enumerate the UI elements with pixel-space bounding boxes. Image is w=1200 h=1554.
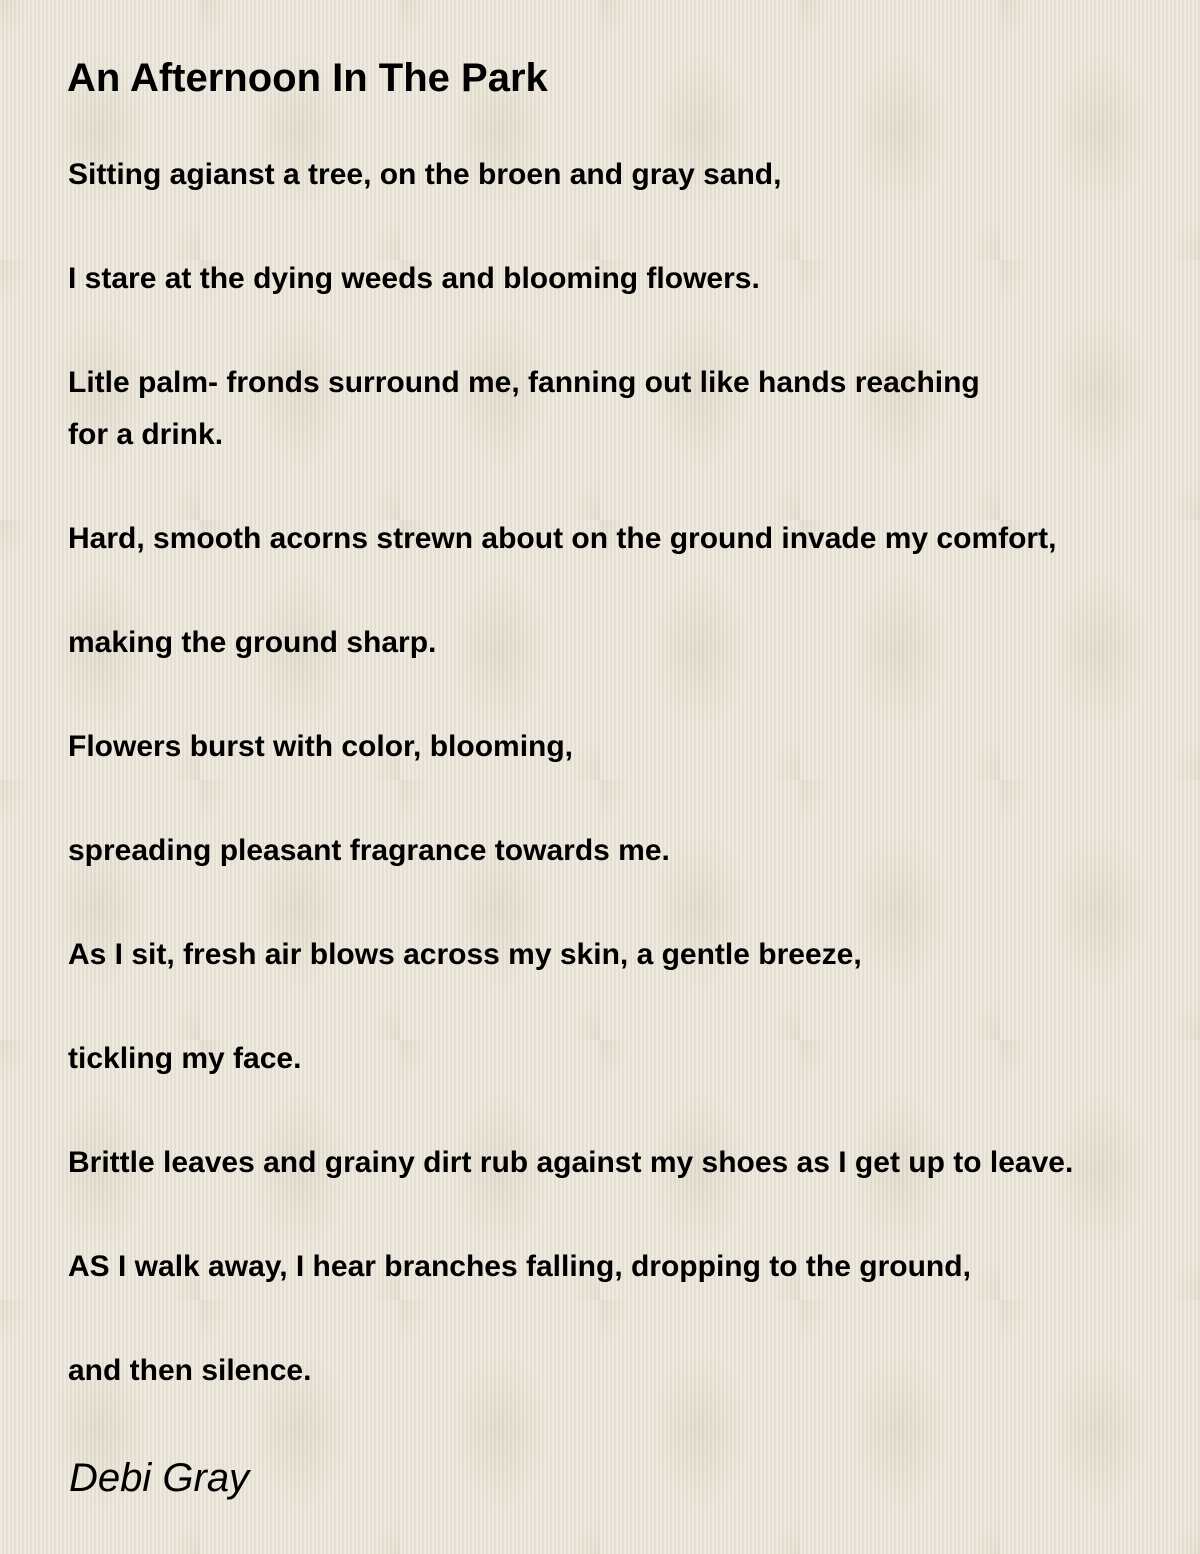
poem-line: Brittle leaves and grainy dirt rub against my shoes as I get up to leave. — [68, 1146, 1074, 1179]
poem-line: tickling my face. — [68, 1042, 302, 1075]
poem-line: and then silence. — [68, 1354, 312, 1387]
poem-author: Debi Gray — [69, 1456, 250, 1500]
poem-line: As I sit, fresh air blows across my skin, a gentle breeze, — [68, 938, 862, 971]
poem-line: for a drink. — [68, 418, 224, 451]
poem-line: I stare at the dying weeds and blooming flowers. — [68, 262, 760, 295]
poem-line: AS I walk away, I hear branches falling, dropping to the ground, — [68, 1250, 971, 1283]
poem-line: Flowers burst with color, blooming, — [68, 730, 574, 763]
poem-title: An Afternoon In The Park — [67, 56, 548, 100]
poem-line: Hard, smooth acorns strewn about on the ground invade my comfort, — [68, 522, 1057, 555]
poem-line: spreading pleasant fragrance towards me. — [68, 834, 670, 867]
poem-line: Litle palm- fronds surround me, fanning out like hands reaching — [68, 366, 980, 399]
poem-line: Sitting agianst a tree, on the broen and gray sand, — [68, 158, 782, 191]
poem-line: making the ground sharp. — [68, 626, 437, 659]
